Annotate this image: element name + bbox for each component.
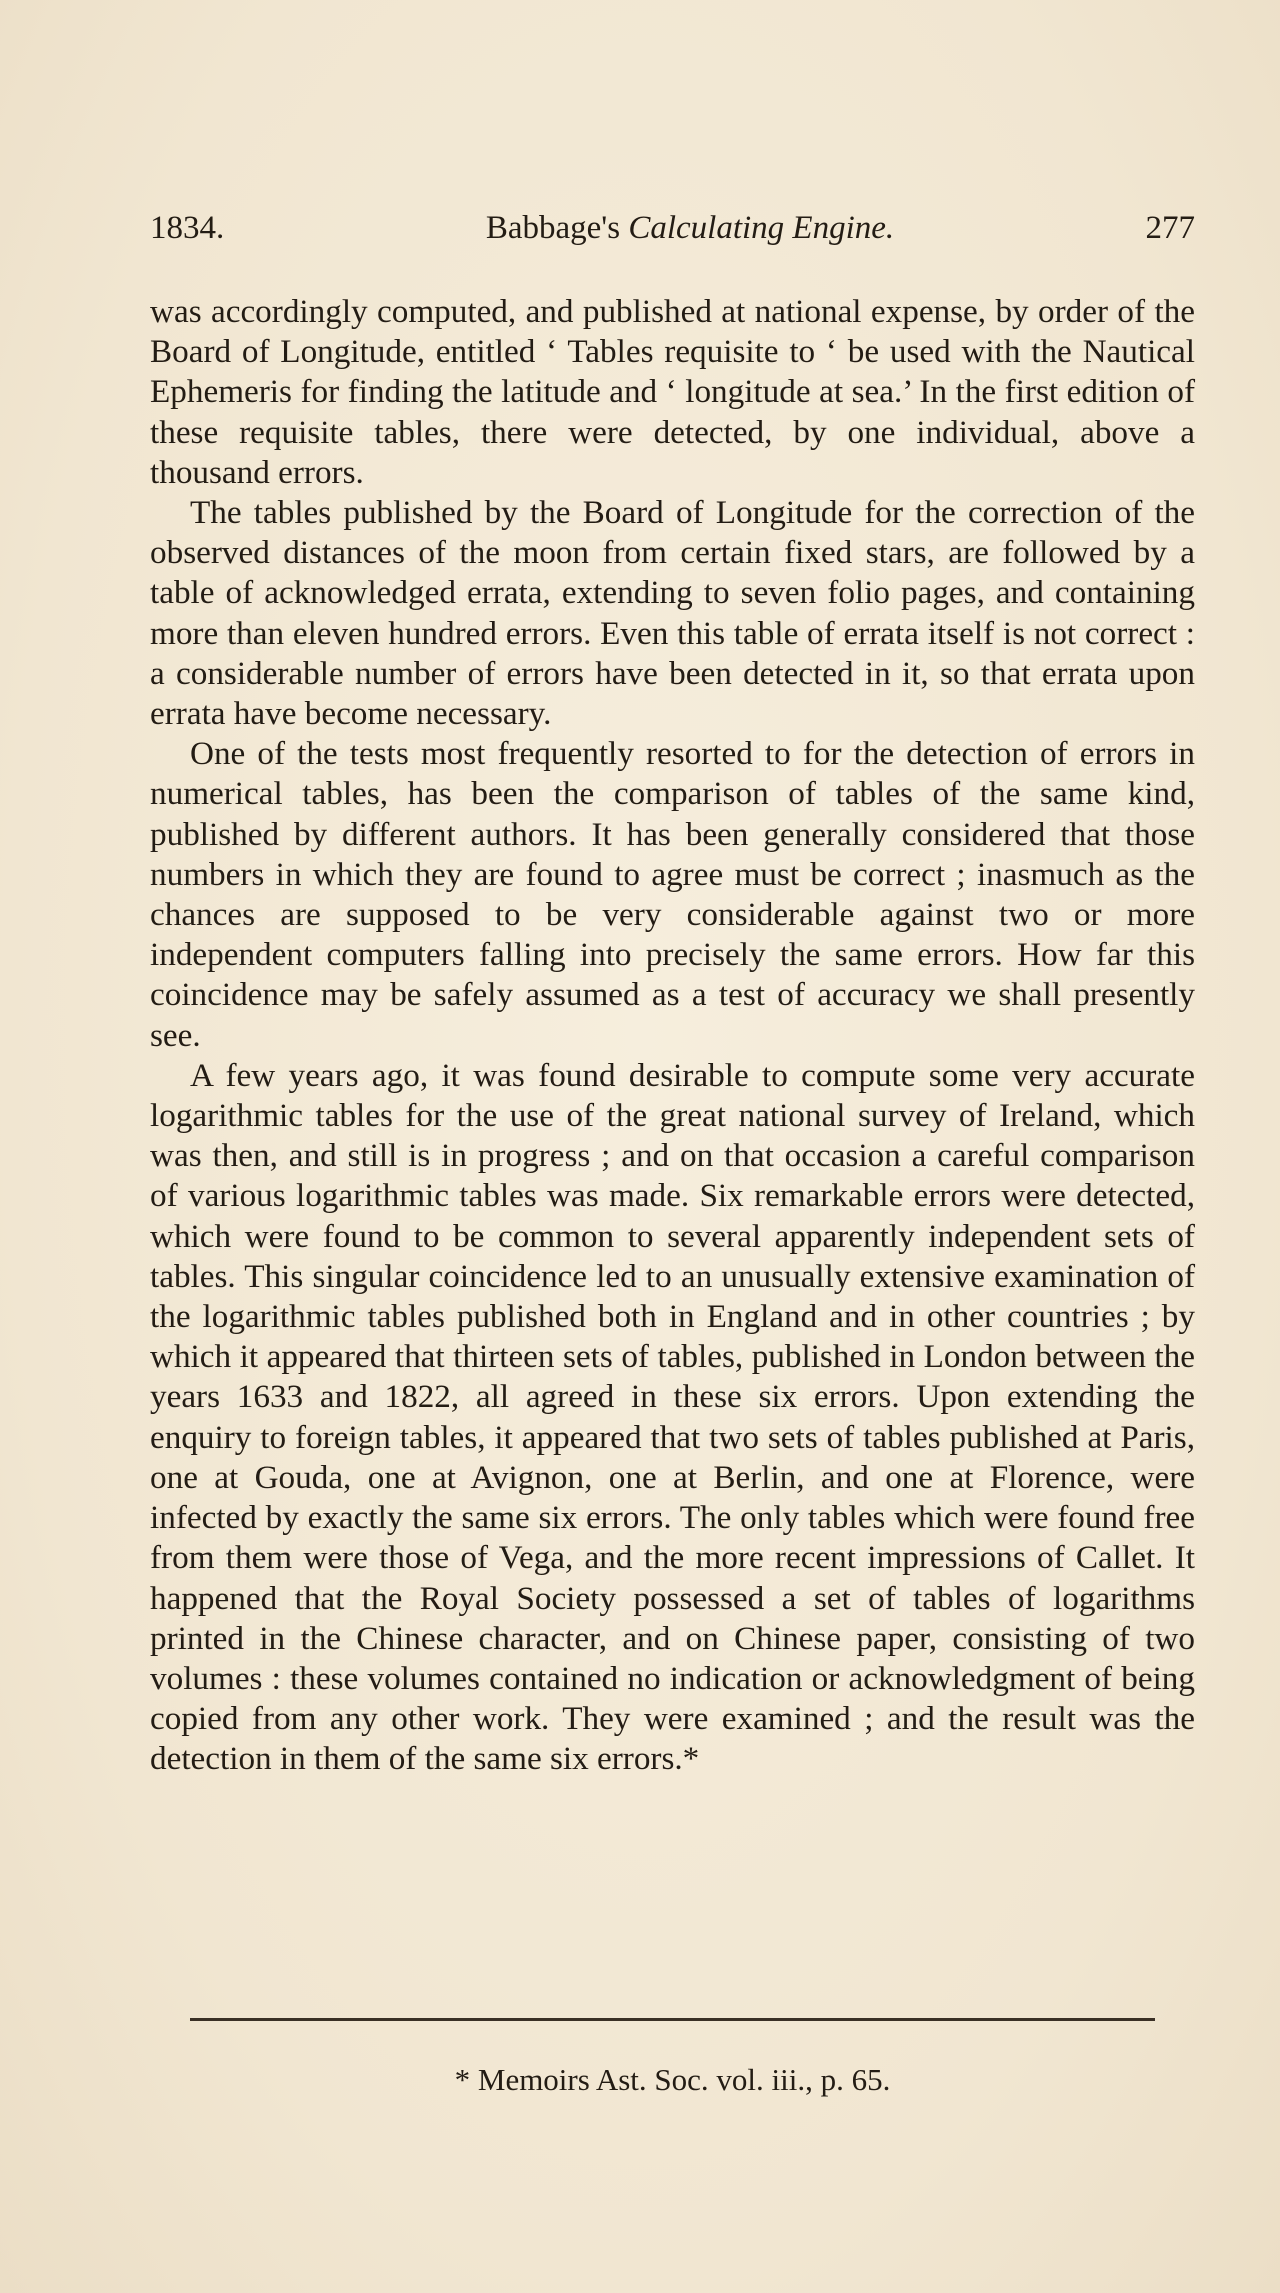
running-title bbox=[440, 204, 940, 252]
running-title-prefix: Babbage's bbox=[485, 210, 629, 246]
running-title-italic: Calculating Engine. bbox=[628, 210, 895, 246]
paragraph-3: One of the tests most frequently resorted to for the detection of errors in numerical tables, has been the comparison of tables of the same kind, published by different authors. It has been generally considered that those numbers in which they are found to agree must be correct ; inasmuch as the chances are supposed to be very considerable against two or more independent computers falling into precisely the same errors. How far this coincidence may be safely assumed as a test of accuracy we shall presently see. bbox=[150, 735, 1195, 1054]
paragraph-2: The tables published by the Board of Longitude for the correction of the observed distances of the moon from certain fixed stars, are followed by a table of acknowledged errata, extending to seven folio pages, and containing more than eleven hundred errors. Even this table of errata itself is not correct : a considerable number of errors have been detected in it, so that errata upon errata have become necessary. bbox=[150, 494, 1195, 733]
page-number: 277 bbox=[1145, 210, 1195, 246]
paragraph-4: A few years ago, it was found desirable to compute some very accurate logarithmic tables for the use of the great national survey of Ireland, which was then, and still is in progress ; and on that occasion a careful comparison of various logarithmic tables was made. Six remarkable errors were detected, which were found to be common to several apparently independent sets of tables. This singular coincidence led to an unusually extensive examination of the logarithmic tables published both in England and in other countries ; by which it appeared that thirteen sets of tables, published in London between the years 1633 and 1822, all agreed in these six errors. Upon extending the enquiry to foreign tables, it appeared that two sets of tables published at Paris, one at Gouda, one at Avignon, one at Berlin, and one at Florence, were infected by exactly the same six errors. The only tables which were found free from them were those of Vega, and the more recent impressions of Callet. It happened that the Royal Society possessed a set of tables of logarithms printed in the Chinese character, and on Chinese paper, consisting of two volumes : these volumes contained no indication or acknowledgment of being copied from any other work. They were examined ; and the result was the detection in them of the same six errors.* bbox=[150, 1056, 1195, 1778]
footnote: * Memoirs Ast. Soc. vol. iii., p. 65. bbox=[454, 2062, 891, 2097]
body-text bbox=[150, 292, 1195, 1780]
header-year: 1834. bbox=[150, 210, 225, 246]
footnote-rule bbox=[190, 2018, 1155, 2021]
running-header bbox=[150, 204, 1195, 252]
paragraph-1: was accordingly computed, and published at national expense, by order of the Board of Longitude, entitled ‘ Tables requisite to ‘ be used with the Nautical Ephemeris for finding the latitude and ‘ longitude at sea.’ In the first edition of these requisite tables, there were detected, by one individual, above a thousand errors. bbox=[150, 293, 1195, 491]
